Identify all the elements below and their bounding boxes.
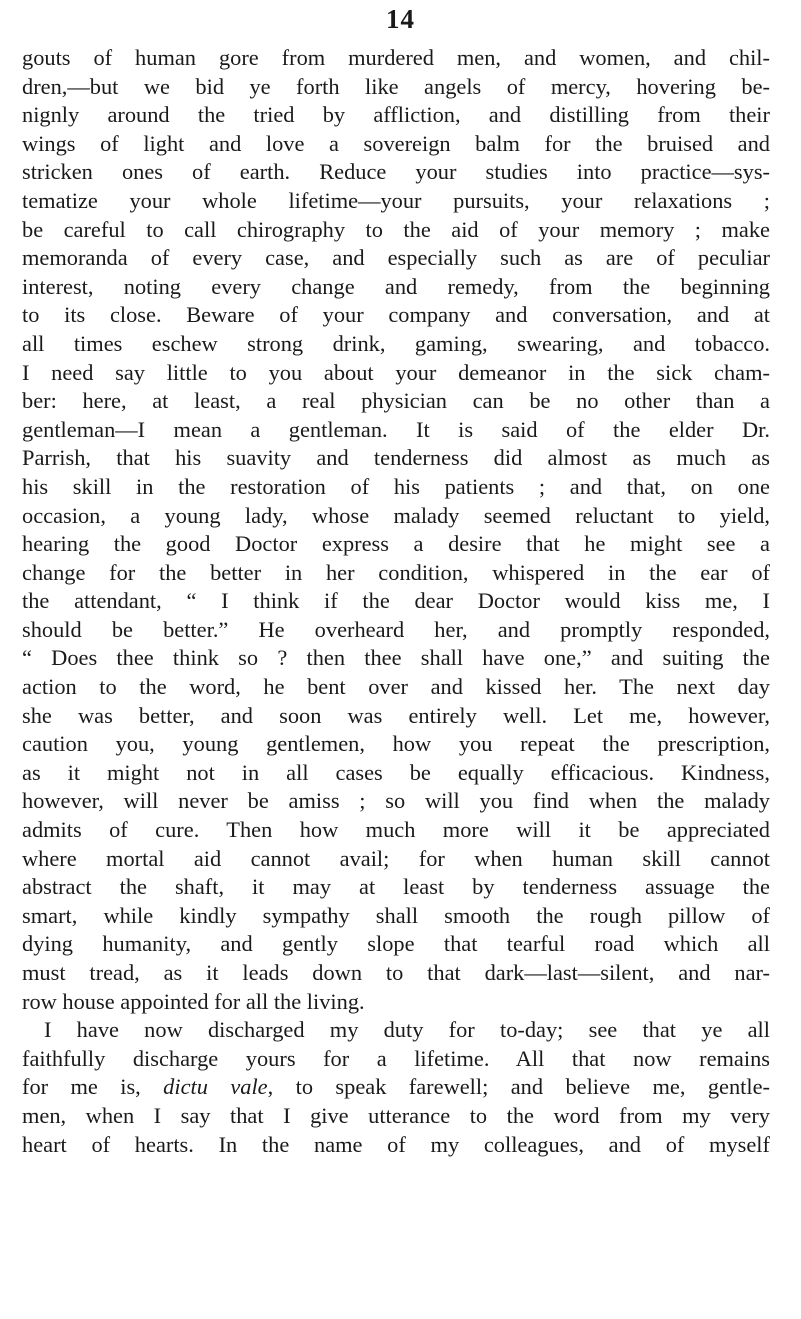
text-line: stricken ones of earth. Reduce your studies into practice—sys-	[22, 159, 770, 185]
text-line: ber: here, at least, a real physician can be no other than a	[22, 388, 770, 414]
text-line: hearing the good Doctor express a desire that he might see a	[22, 531, 770, 557]
text-line: gentleman—I mean a gentleman. It is said of the elder Dr.	[22, 416, 770, 442]
paragraph-start-line: I have now discharged my duty for to-day; see that ye all	[44, 1017, 770, 1043]
text-line: interest, noting every change and remedy, from the beginning	[22, 273, 770, 299]
text-line: I need say little to you about your demeanor in the sick cham-	[22, 359, 770, 385]
text-line: Parrish, that his suavity and tenderness did almost as much as	[22, 445, 770, 471]
page-number: 14	[386, 4, 415, 34]
text-line: be careful to call chirography to the aid of your memory ; make	[22, 216, 770, 242]
italic-before: for me is,	[22, 1074, 164, 1100]
text-line: she was better, and soon was entirely well. Let me, however,	[22, 702, 770, 728]
text-line: occasion, a young lady, whose malady seemed reluctant to yield,	[22, 502, 770, 528]
text-line: admits of cure. Then how much more will it be appreciated	[22, 817, 770, 843]
paragraph-end-line: row house appointed for all the living.	[22, 988, 365, 1014]
text-line: memoranda of every case, and especially such as are of peculiar	[22, 245, 770, 271]
text-line: wings of light and love a sovereign balm for the bruised and	[22, 130, 770, 156]
text-line: “ Does thee think so ? then thee shall have one,” and suiting the	[22, 645, 770, 671]
text-line: action to the word, he bent over and kissed her. The next day	[22, 674, 770, 700]
text-line: as it might not in all cases be equally efficacious. Kindness,	[22, 759, 770, 785]
text-line: the attendant, “ I think if the dear Doctor would kiss me, I	[22, 588, 770, 614]
italic-after: , to speak farewell; and believe me, gentle-	[267, 1074, 770, 1100]
text-line: nignly around the tried by affliction, and distilling from their	[22, 102, 770, 128]
text-line: change for the better in her condition, whispered in the ear of	[22, 559, 770, 585]
text-line: however, will never be amiss ; so will you find when the malady	[22, 788, 770, 814]
text-line: to its close. Beware of your company and conversation, and at	[22, 302, 770, 328]
text-line: abstract the shaft, it may at least by tenderness assuage the	[22, 874, 770, 900]
text-line: tematize your whole lifetime—your pursuits, your relaxations ;	[22, 187, 770, 213]
text-line: caution you, young gentlemen, how you repeat the prescription,	[22, 731, 770, 757]
text-line: dying humanity, and gently slope that tearful road which all	[22, 931, 770, 957]
text-line: smart, while kindly sympathy shall smooth the rough pillow of	[22, 902, 770, 928]
text-line: men, when I say that I give utterance to the word from my very	[22, 1102, 770, 1128]
text-line: heart of hearts. In the name of my colleagues, and of myself	[22, 1131, 770, 1157]
italic-phrase: dictu vale	[163, 1074, 268, 1100]
body-text	[22, 44, 770, 1159]
text-line: dren,—but we bid ye forth like angels of mercy, hovering be-	[22, 73, 770, 99]
text-line: must tread, as it leads down to that dark—last—silent, and nar-	[22, 960, 770, 985]
text-line: where mortal aid cannot avail; for when human skill cannot	[22, 845, 770, 871]
text-line: his skill in the restoration of his patients ; and that, on one	[22, 473, 770, 499]
text-line: all times eschew strong drink, gaming, swearing, and tobacco.	[22, 330, 770, 356]
text-line: gouts of human gore from murdered men, and women, and chil-	[22, 45, 770, 70]
text-line: should be better.” He overheard her, and promptly responded,	[22, 616, 770, 642]
text-line: faithfully discharge yours for a lifetime. All that now remains	[22, 1045, 770, 1071]
text-line-with-italic	[22, 1073, 770, 1102]
